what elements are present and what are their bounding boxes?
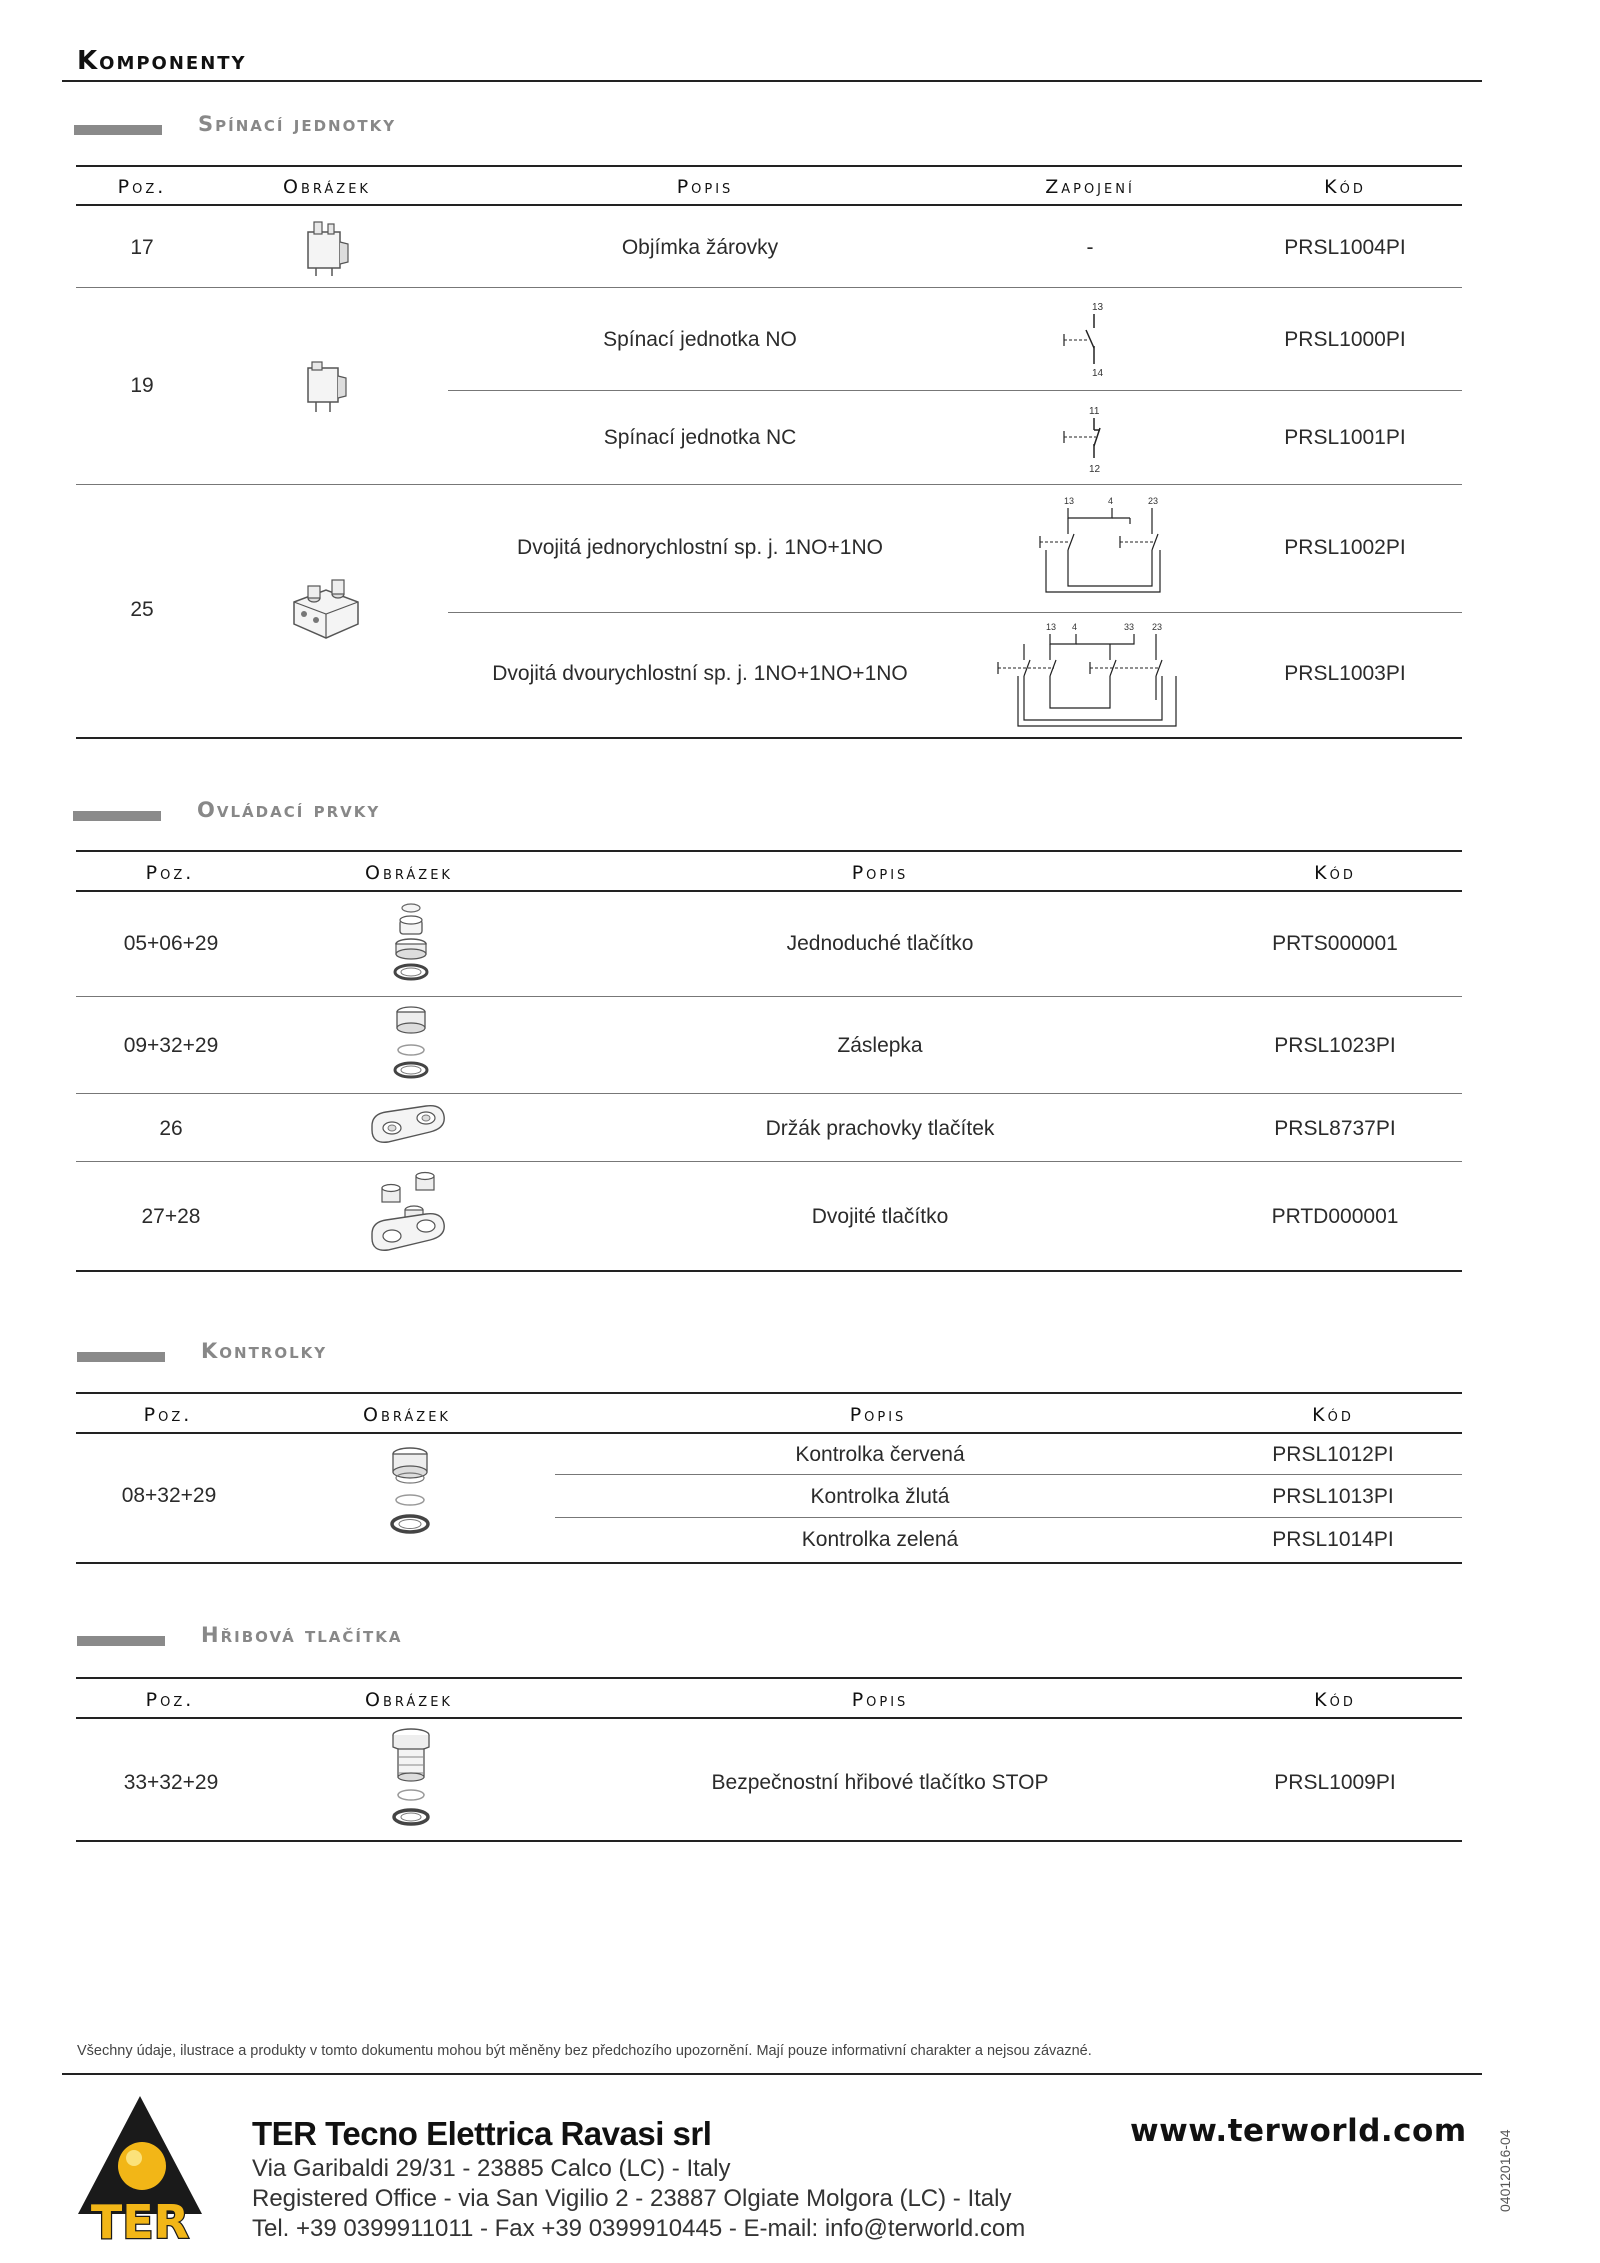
section-title-spinaci: Spínací jednotky: [198, 112, 397, 136]
wiring-terminal-label: 33: [1124, 622, 1135, 632]
footer-divider: [62, 2073, 1482, 2075]
row-poz: 25: [130, 598, 154, 621]
col-header-poz: Poz.: [143, 1404, 193, 1426]
row-popis: Objímka žárovky: [621, 236, 779, 259]
col-header-kod: Kód: [1324, 176, 1366, 198]
row-poz: 05+06+29: [123, 932, 219, 955]
row-popis: Kontrolka žlutá: [810, 1485, 950, 1508]
row-kod: PRSL1014PI: [1272, 1528, 1394, 1551]
row-divider: [76, 484, 1462, 485]
row-popis: Kontrolka červená: [795, 1443, 965, 1466]
row-kod: PRTD000001: [1271, 1205, 1399, 1228]
registered-office-line: Registered Office - via San Vigilio 2 - 23887 Olgiate Molgora (LC) - Italy: [252, 2185, 1012, 2212]
row-poz: 08+32+29: [121, 1484, 217, 1507]
row-divider: [76, 1161, 1462, 1162]
row-kod: PRSL1012PI: [1272, 1443, 1394, 1466]
wiring-terminal-label: 4: [1072, 622, 1078, 632]
indicator-lamp-image: [382, 1444, 438, 1544]
row-subdivider: [555, 1474, 1462, 1475]
section-title-kontrolky: Kontrolky: [201, 1339, 328, 1363]
dust-cover-holder-image: [366, 1100, 450, 1150]
mushroom-stop-button-image: [384, 1727, 438, 1835]
row-kod: PRSL1004PI: [1284, 236, 1406, 259]
row-popis: Jednoduché tlačítko: [786, 932, 974, 955]
table-top-rule: [76, 1677, 1462, 1679]
row-popis: Bezpečnostní hřibové tlačítko STOP: [711, 1771, 1049, 1794]
row-poz: 19: [130, 374, 154, 397]
col-header-obrazek: Obrázek: [363, 1404, 451, 1426]
lamp-holder-image: [302, 218, 352, 280]
wiring-terminal-label: 14: [1092, 368, 1104, 378]
row-kod: PRSL1000PI: [1284, 328, 1406, 351]
wiring-terminal-label: 13: [1046, 622, 1057, 632]
table-bottom-rule: [76, 737, 1462, 739]
row-poz: 27+28: [141, 1205, 201, 1228]
table-header-rule: [76, 1432, 1462, 1434]
row-kod: PRSL1023PI: [1274, 1034, 1396, 1057]
row-poz: 26: [159, 1117, 183, 1140]
col-header-popis: Popis: [849, 1404, 907, 1426]
table-header-rule: [76, 204, 1462, 206]
row-subdivider: [448, 390, 1462, 391]
wiring-no-diagram: [1056, 300, 1116, 378]
double-switch-unit-image: [286, 568, 366, 648]
contact-line: Tel. +39 0399911011 - Fax +39 0399910445 - E-mail: info@terworld.com: [252, 2215, 1026, 2242]
row-divider: [76, 996, 1462, 997]
col-header-poz: Poz.: [145, 1689, 195, 1711]
website-link[interactable]: www.terworld.com: [1130, 2113, 1467, 2149]
company-name: TER Tecno Elettrica Ravasi srl: [252, 2115, 712, 2152]
table-bottom-rule: [76, 1270, 1462, 1272]
row-subdivider: [555, 1517, 1462, 1518]
table-top-rule: [76, 165, 1462, 167]
blank-plug-image: [386, 1004, 436, 1086]
wiring-nc-diagram: [1056, 400, 1116, 476]
table-bottom-rule: [76, 1840, 1462, 1842]
row-kod: PRTS000001: [1272, 932, 1398, 955]
row-popis: Kontrolka zelená: [801, 1528, 959, 1551]
title-divider: [62, 80, 1482, 82]
row-popis: Záslepka: [837, 1034, 923, 1057]
wiring-terminal-label: 11: [1089, 406, 1100, 417]
row-zapojeni: -: [1086, 236, 1094, 259]
section-marker: [77, 1352, 165, 1362]
col-header-popis: Popis: [851, 862, 909, 884]
row-popis: Držák prachovky tlačítek: [765, 1117, 995, 1140]
row-poz: 17: [130, 236, 154, 259]
document-code: 04012016-04: [1497, 2129, 1513, 2212]
wiring-terminal-label: 13: [1092, 302, 1104, 313]
table-top-rule: [76, 1392, 1462, 1394]
col-header-obrazek: Obrázek: [365, 1689, 453, 1711]
wiring-terminal-label: 23: [1152, 622, 1163, 632]
row-poz: 09+32+29: [123, 1034, 219, 1057]
col-header-popis: Popis: [676, 176, 734, 198]
row-subdivider: [448, 612, 1462, 613]
row-divider: [76, 287, 1462, 288]
table-bottom-rule: [76, 1562, 1462, 1564]
section-marker: [77, 1636, 165, 1646]
row-kod: PRSL1001PI: [1284, 426, 1406, 449]
table-header-rule: [76, 1717, 1462, 1719]
wiring-1no1no1no-diagram: [994, 620, 1204, 732]
row-kod: PRSL1009PI: [1274, 1771, 1396, 1794]
address-line: Via Garibaldi 29/31 - 23885 Calco (LC) - Italy: [252, 2155, 731, 2182]
section-marker: [73, 811, 161, 821]
wiring-terminal-label: 23: [1148, 496, 1159, 506]
section-marker: [74, 125, 162, 135]
row-kod: PRSL8737PI: [1274, 1117, 1396, 1140]
col-header-popis: Popis: [851, 1689, 909, 1711]
wiring-terminal-label: 12: [1089, 464, 1101, 475]
double-button-image: [366, 1170, 450, 1256]
disclaimer: Všechny údaje, ilustrace a produkty v tomto dokumentu mohou být měněny bez předchozího upozornění. Mají pouze informativní charakter a nejsou závazné.: [77, 2043, 1092, 2059]
ter-logo: [74, 2092, 206, 2242]
row-kod: PRSL1003PI: [1284, 662, 1406, 685]
row-kod: PRSL1013PI: [1272, 1485, 1394, 1508]
row-kod: PRSL1002PI: [1284, 536, 1406, 559]
push-button-image: [386, 900, 436, 990]
row-divider: [76, 1093, 1462, 1094]
col-header-poz: Poz.: [117, 176, 167, 198]
col-header-kod: Kód: [1314, 1689, 1356, 1711]
row-popis: Dvojitá jednorychlostní sp. j. 1NO+1NO: [517, 536, 883, 559]
wiring-terminal-label: 13: [1064, 496, 1075, 506]
page-title: Komponenty: [77, 46, 247, 76]
logo-text: TER: [90, 2195, 190, 2242]
col-header-obrazek: Obrázek: [283, 176, 371, 198]
col-header-kod: Kód: [1314, 862, 1356, 884]
col-header-obrazek: Obrázek: [365, 862, 453, 884]
wiring-terminal-label: 4: [1108, 496, 1114, 506]
row-popis: Dvojité tlačítko: [811, 1205, 949, 1228]
col-header-poz: Poz.: [145, 862, 195, 884]
col-header-kod: Kód: [1312, 1404, 1354, 1426]
row-popis: Dvojitá dvourychlostní sp. j. 1NO+1NO+1NO: [492, 662, 908, 685]
row-popis: Spínací jednotka NC: [603, 426, 797, 449]
switch-unit-image: [302, 358, 352, 416]
wiring-1no1no-diagram: [1030, 494, 1180, 602]
row-popis: Spínací jednotka NO: [603, 328, 797, 351]
section-title-hribova: Hřibová tlačítka: [201, 1623, 403, 1647]
section-title-ovladaci: Ovládací prvky: [197, 798, 381, 822]
row-poz: 33+32+29: [123, 1771, 219, 1794]
col-header-zapojeni: Zapojení: [1045, 176, 1135, 198]
table-header-rule: [76, 890, 1462, 892]
table-top-rule: [76, 850, 1462, 852]
